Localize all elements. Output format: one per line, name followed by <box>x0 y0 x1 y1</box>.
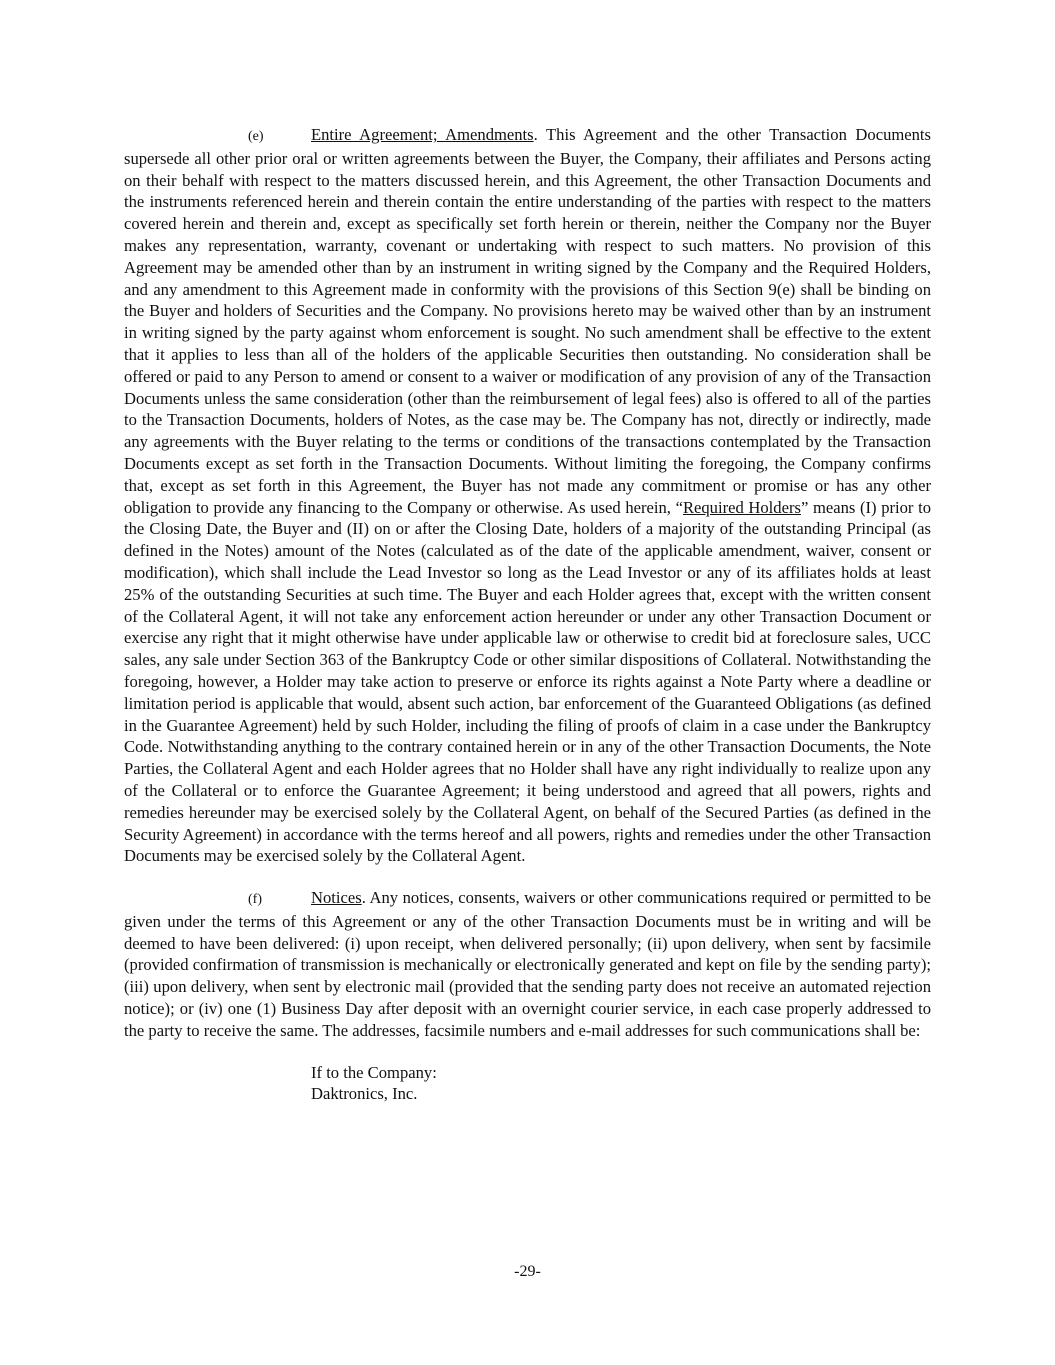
section-e-marker: (e) <box>248 129 264 144</box>
required-holders-term: Required Holders <box>682 497 801 517</box>
section-f-text: . Any notices, consents, waivers or other communications required or permitted to be given under the terms of this Agreement or any of the other Transaction Documents must be in writing and will be deemed to have been delivered: (i) upon receipt, when delivered personally; (ii) upon delivery, when sent by facsimile (provided confirmation of transmission is mechanically or electronically generated and kept on file by the sending party); (iii) upon delivery, when sent by electronic mail (provided that the sending party does not receive an automated rejection notice); or (iv) one (1) Business Day after deposit with an overnight courier service, in each case properly addressed to the party to receive the same. The addresses, facsimile numbers and e-mail addresses for such communications shall be: <box>124 888 931 1040</box>
page-number: -29- <box>514 1263 541 1280</box>
address-line-company: Daktronics, Inc. <box>311 1084 418 1104</box>
section-e-heading: Entire Agreement; Amendments <box>311 125 534 144</box>
address-line-recipient: If to the Company: <box>311 1062 437 1082</box>
section-f-paragraph <box>124 887 931 1042</box>
document-body <box>124 124 931 1105</box>
section-f-marker: (f) <box>248 892 262 908</box>
section-f-heading: Notices <box>311 888 362 908</box>
section-e-paragraph <box>124 124 931 867</box>
company-address-block <box>311 1062 931 1106</box>
section-e-text-1: . This Agreement and the other Transaction Documents supersede all other prior oral or written agreements between the Buyer, the Company, their affiliates and Persons acting on their behalf with respect to the matters discussed herein, and this Agreement, the other Transaction Documents and the instruments referenced herein and therein contain the entire understanding of the parties with respect to the matters covered herein and therein and, except as specifically set forth herein or therein, neither the Company nor the Buyer makes any representation, warranty, covenant or undertaking with respect to such matters. No provision of this Agreement may be amended other than by an instrument in writing signed by the Company and the Required Holders, and any amendment to this Agreement made in conformity with the provisions of this Section 9(e) shall be binding on the Buyer and holders of Securities and the Company. No provisions hereto may be waived other than by an instrument in writing signed by the party against whom enforcement is sought. No such amendment shall be effective to the extent that it applies to less than all of the holders of the applicable Securities then outstanding. No consideration shall be offered or paid to any Person to amend or consent to a waiver or modification of any provision of any of the Transaction Documents unless the same consideration (other than the reimbursement of legal fees) also is offered to all of the parties to the Transaction Documents, holders of Notes, as the case may be. The Company has not, directly or indirectly, made any agreements with the Buyer relating to the terms or conditions of the transactions contemplated by the Transaction Documents except as set forth in the Transaction Documents. Without limiting the foregoing, the Company confirms that, except as set forth in this Agreement, the Buyer has not made any commitment or promise or has any other obligation to provide any financing to the Company or otherwise. As used herein, “ <box>124 125 931 517</box>
section-e-text-2: ” means (I) prior to the Closing Date, the Buyer and (II) on or after the Closing Date, holders of a majority of the outstanding Principal (as defined in the Notes) amount of the Notes (calculated as of the date of the applicable amendment, waiver, consent or modification), which shall include the Lead Investor so long as the Lead Investor or any of its affiliates holds at least 25% of the outstanding Securities at such time. The Buyer and each Holder agrees that, except with the written consent of the Collateral Agent, it will not take any enforcement action hereunder or under any other Transaction Document or exercise any right that it might otherwise have under applicable law or otherwise to credit bid at foreclosure sales, UCC sales, any sale under Section 363 of the Bankruptcy Code or other similar dispositions of Collateral. Notwithstanding the foregoing, however, a Holder may take action to preserve or enforce its rights against a Note Party where a deadline or limitation period is applicable that would, absent such action, bar enforcement of the Guaranteed Obligations (as defined in the Guarantee Agreement) held by such Holder, including the filing of proofs of claim in a case under the Bankruptcy Code. Notwithstanding anything to the contrary contained herein or in any of the other Transaction Documents, the Note Parties, the Collateral Agent and each Holder agrees that no Holder shall have any right individually to realize upon any of the Collateral or to enforce the Guarantee Agreement; it being understood and agreed that all powers, rights and remedies hereunder may be exercised solely by the Collateral Agent, on behalf of the Secured Parties (as defined in the Security Agreement) in accordance with the terms hereof and all powers, rights and remedies under the other Transaction Documents may be exercised solely by the Collateral Agent. <box>124 497 932 866</box>
